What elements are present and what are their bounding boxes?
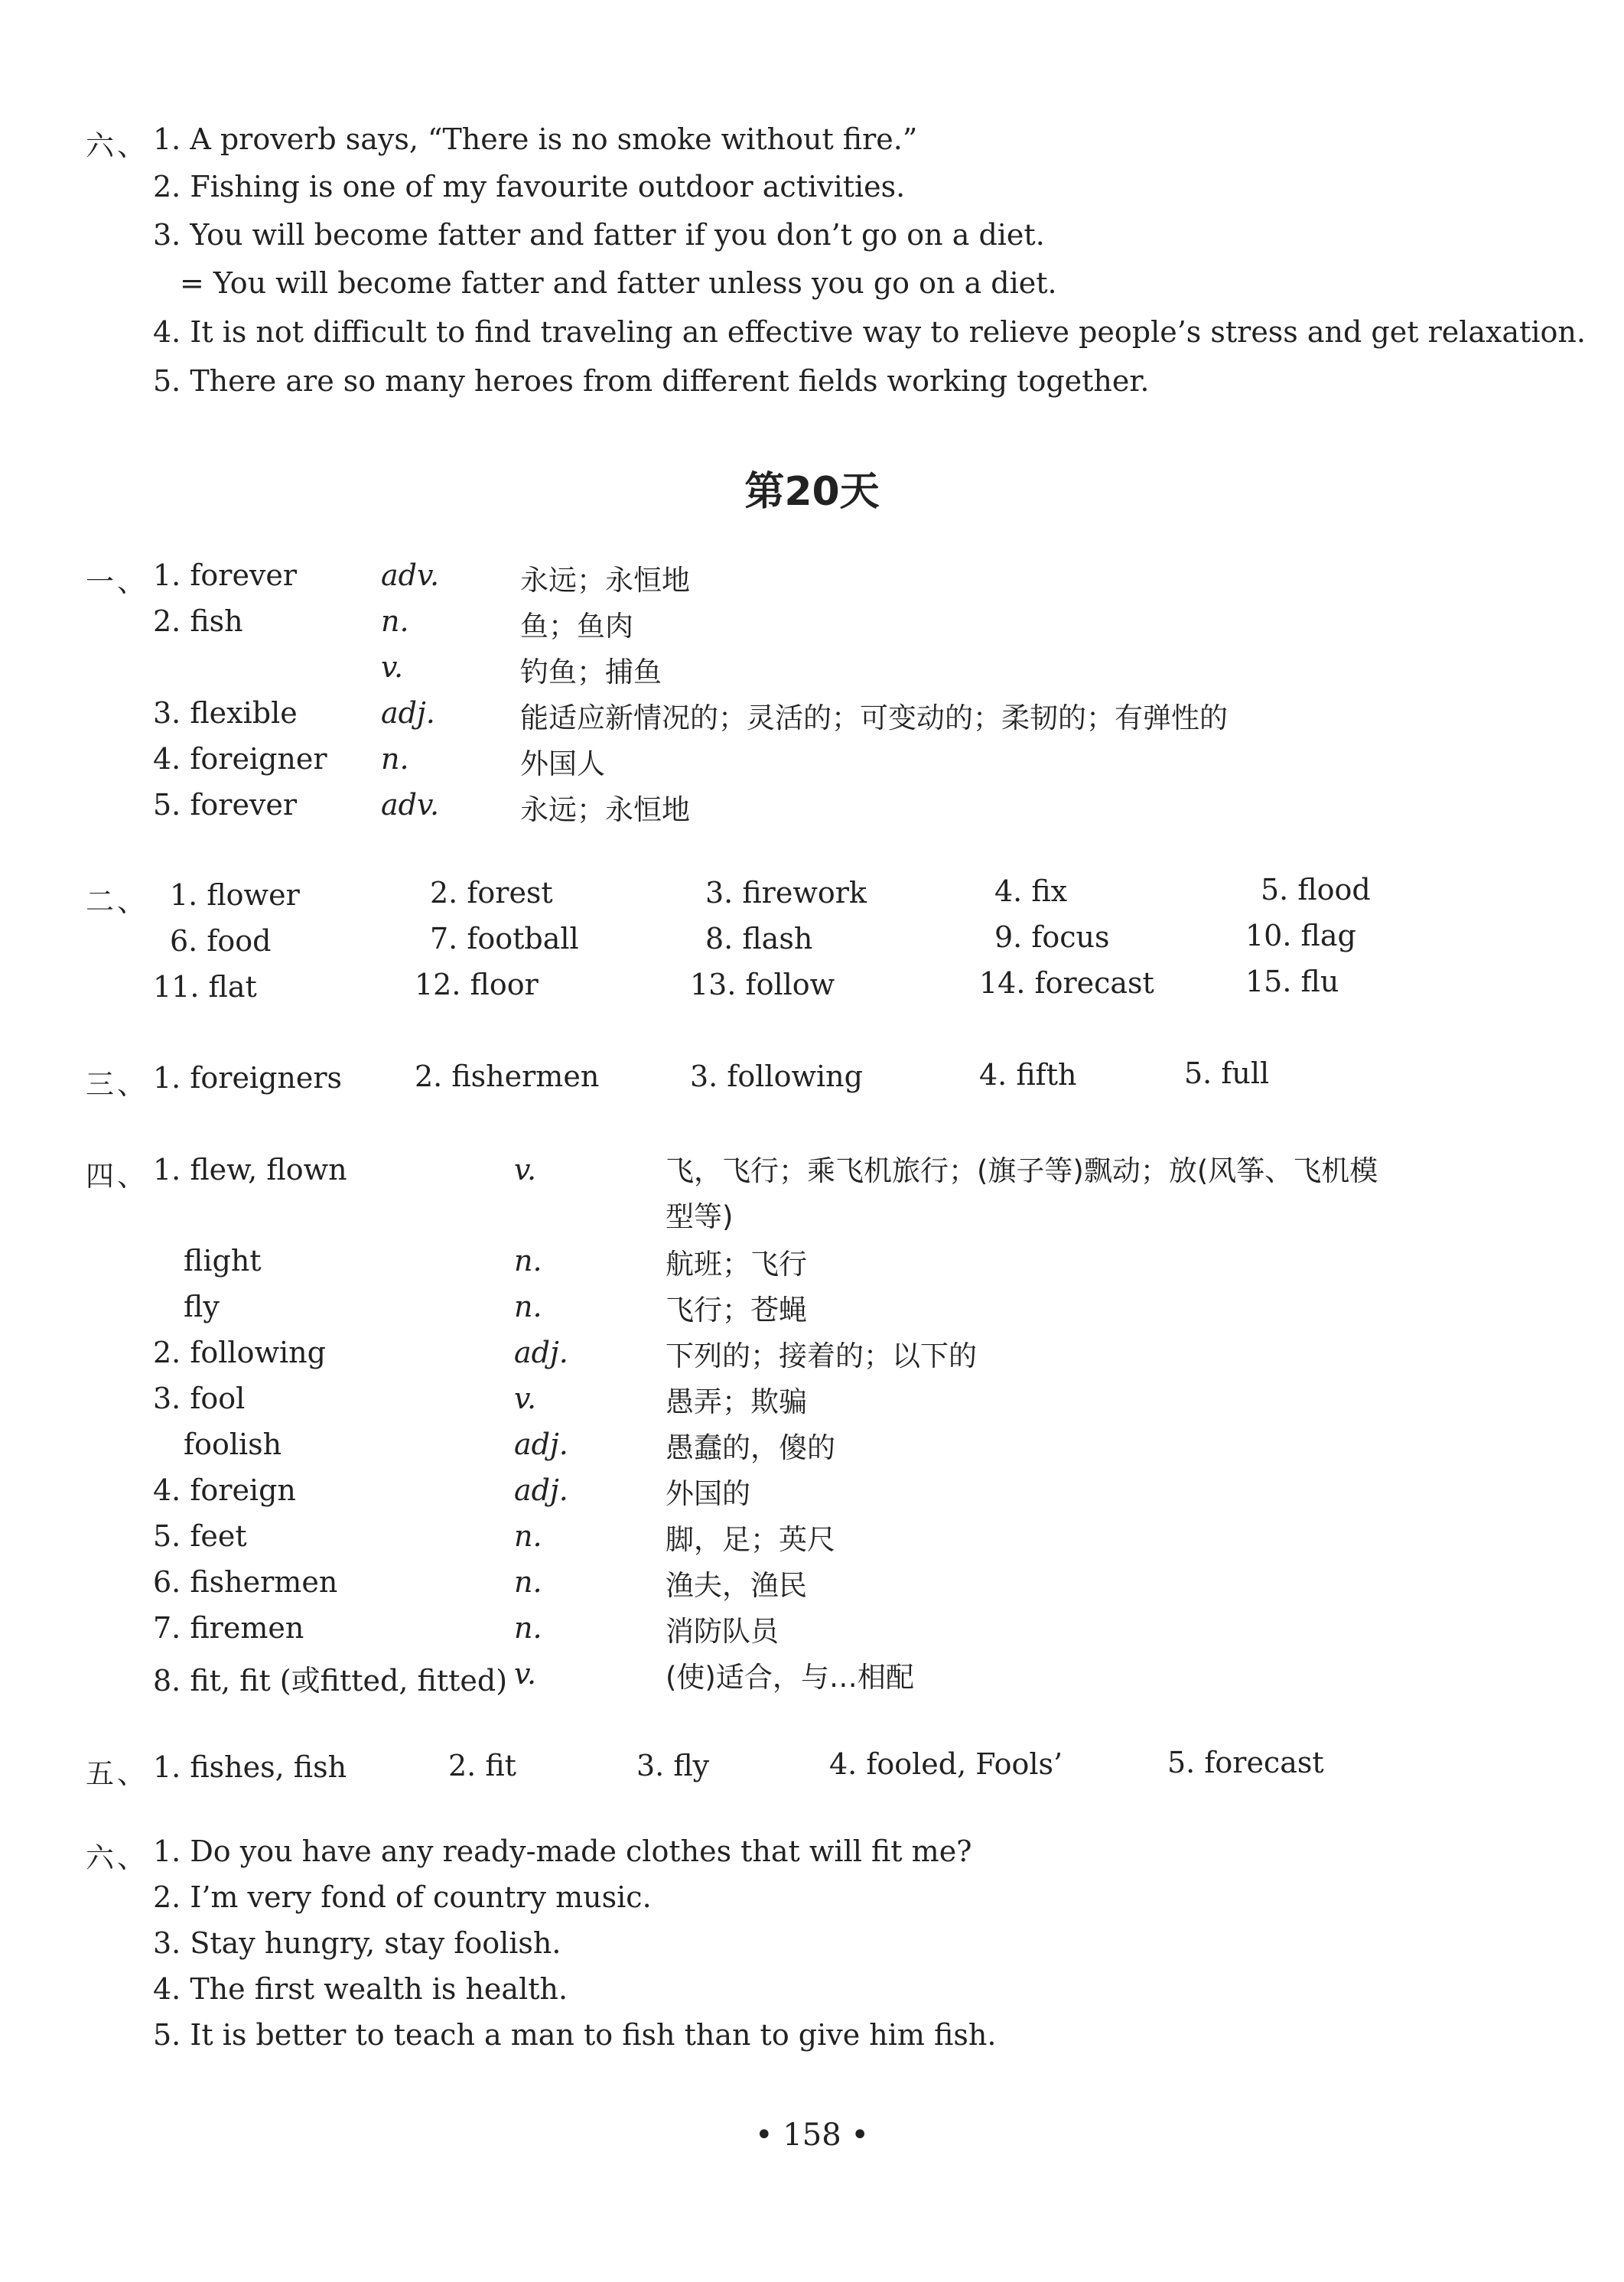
vocab-pos: v. <box>514 1153 537 1187</box>
vocab-meaning: 脚，足；英尺 <box>666 1523 835 1556</box>
vocab-word: 4. foreigner <box>153 742 327 776</box>
vocab-pos: n. <box>514 1611 542 1645</box>
vocab-meaning: 航班；飞行 <box>666 1248 807 1281</box>
word-item: 13. follow <box>690 968 835 1001</box>
vocab-word: 1. forever <box>153 558 298 592</box>
vocab-word: 2. fish <box>153 604 243 638</box>
day-title: 第20天 <box>744 469 880 515</box>
vocab-word: flight <box>184 1244 262 1278</box>
vocab-meaning: 外国人 <box>520 747 605 780</box>
vocab-meaning: 飞，飞行；乘飞机旅行；(旗子等)飘动；放(风筝、飞机模 <box>666 1154 1378 1187</box>
word-item: 2. fit <box>448 1749 516 1782</box>
vocab-pos: v. <box>381 650 404 684</box>
vocab-word: fly <box>184 1290 220 1323</box>
sentence-item: 2. I’m very fond of country music. <box>153 1880 652 1914</box>
vocab-meaning: 消防队员 <box>666 1615 779 1648</box>
vocab-meaning: 下列的；接着的；以下的 <box>666 1340 977 1372</box>
word-item: 12. floor <box>415 968 539 1001</box>
vocab-meaning: (使)适合，与…相配 <box>666 1661 914 1694</box>
sentence-item: 3. Stay hungry, stay foolish. <box>153 1926 561 1960</box>
word-item: 15. flu <box>1245 965 1339 998</box>
word-item: 3. fly <box>636 1749 710 1782</box>
word-item: 7. football <box>430 922 579 955</box>
sentence-item: 1. Do you have any ready-made clothes that will fit me? <box>153 1834 972 1868</box>
word-item: 2. forest <box>430 876 553 910</box>
word-item: 2. fishermen <box>415 1060 600 1093</box>
word-item: 9. focus <box>994 920 1110 954</box>
word-item: 1. flower <box>170 878 300 912</box>
vocab-word: foolish <box>184 1427 282 1461</box>
word-item: 5. full <box>1184 1056 1270 1090</box>
vocab-pos: n. <box>514 1290 542 1323</box>
word-item: 6. food <box>170 924 272 958</box>
vocab-meaning: 飞行；苍蝇 <box>666 1294 807 1327</box>
vocab-word: 3. fool <box>153 1382 246 1415</box>
vocab-meaning: 钓鱼；捕鱼 <box>520 656 662 689</box>
vocab-word: 3. flexible <box>153 696 298 730</box>
section-label: 一、 <box>86 565 148 598</box>
vocab-pos: n. <box>381 604 409 638</box>
vocab-word: 2. following <box>153 1336 326 1369</box>
word-item: 1. foreigners <box>153 1061 343 1095</box>
vocab-pos: n. <box>381 742 409 776</box>
word-item: 4. fix <box>994 874 1068 908</box>
sentence-item: 4. The first wealth is health. <box>153 1972 568 2006</box>
vocab-meaning: 愚弄；欺骗 <box>666 1385 807 1418</box>
sentence-item: = You will become fatter and fatter unless you go on a diet. <box>180 266 1057 300</box>
vocab-meaning: 外国的 <box>666 1477 750 1510</box>
sentence-item: 3. You will become fatter and fatter if you don’t go on a diet. <box>153 218 1045 252</box>
sentence-item: 2. Fishing is one of my favourite outdoor activities. <box>153 170 906 203</box>
sentence-item: 5. It is better to teach a man to fish than to give him fish. <box>153 2018 997 2052</box>
section-label: 六、 <box>86 129 148 162</box>
sentence-item: 1. A proverb says, “There is no smoke without fire.” <box>153 122 918 156</box>
word-item: 10. flag <box>1245 919 1356 952</box>
vocab-meaning: 永远；永恒地 <box>520 564 690 597</box>
word-item: 5. flood <box>1261 873 1371 907</box>
vocab-pos: adj. <box>381 696 435 730</box>
vocab-meaning: 愚蠢的，傻的 <box>666 1431 835 1464</box>
word-item: 8. flash <box>705 922 813 955</box>
section-label: 三、 <box>86 1068 148 1101</box>
section-label: 六、 <box>86 1841 148 1874</box>
word-item: 3. firework <box>705 876 867 910</box>
vocab-pos: v. <box>514 1382 537 1415</box>
vocab-pos: adj. <box>514 1427 568 1461</box>
vocab-pos: adj. <box>514 1473 568 1507</box>
word-item: 5. forecast <box>1167 1746 1324 1779</box>
page-number: • 158 • <box>755 2118 869 2153</box>
vocab-pos: adv. <box>381 788 440 822</box>
vocab-word: 7. firemen <box>153 1611 304 1645</box>
vocab-meaning: 渔夫，渔民 <box>666 1569 807 1602</box>
vocab-pos: n. <box>514 1565 542 1599</box>
section-label: 二、 <box>86 885 148 918</box>
vocab-meaning: 能适应新情况的；灵活的；可变动的；柔韧的；有弹性的 <box>520 702 1228 734</box>
vocab-word: 8. fit, fit (或fitted, fitted) <box>153 1664 508 1698</box>
vocab-word: 1. flew, flown <box>153 1153 347 1187</box>
vocab-meaning: 鱼；鱼肉 <box>520 610 633 643</box>
sentence-item: 4. It is not difficult to find traveling an effective way to relieve people’s stress and get relaxation. <box>153 315 1586 349</box>
vocab-pos: v. <box>514 1657 537 1691</box>
word-item: 1. fishes, fish <box>153 1750 347 1784</box>
word-item: 4. fifth <box>979 1058 1077 1092</box>
vocab-meaning: 永远；永恒地 <box>520 793 690 826</box>
section-label: 四、 <box>86 1160 148 1193</box>
vocab-meaning: 型等) <box>666 1200 734 1233</box>
vocab-pos: adv. <box>381 558 440 592</box>
word-item: 4. fooled, Fools’ <box>829 1747 1063 1781</box>
vocab-pos: adj. <box>514 1336 568 1369</box>
word-item: 3. following <box>690 1060 863 1093</box>
vocab-word: 5. feet <box>153 1519 247 1553</box>
vocab-word: 5. forever <box>153 788 298 822</box>
vocab-pos: n. <box>514 1519 542 1553</box>
vocab-word: 4. foreign <box>153 1473 296 1507</box>
word-item: 11. flat <box>153 970 257 1004</box>
vocab-word: 6. fishermen <box>153 1565 338 1599</box>
word-item: 14. forecast <box>979 966 1154 1000</box>
sentence-item: 5. There are so many heroes from different fields working together. <box>153 364 1150 398</box>
section-label: 五、 <box>86 1757 148 1790</box>
vocab-pos: n. <box>514 1244 542 1278</box>
